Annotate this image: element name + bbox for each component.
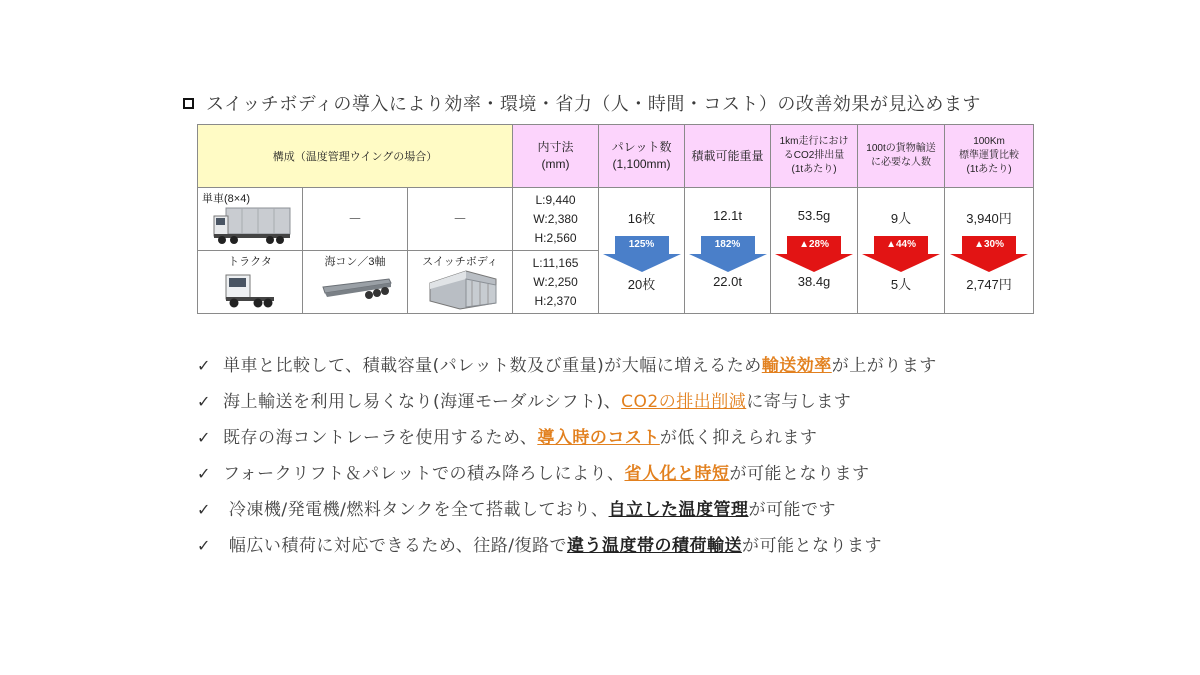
fare-switch: 2,747円: [966, 277, 1012, 292]
bullet-text: 幅広い積荷に対応できるため、往路/復路で: [223, 536, 567, 556]
bullet-text-end: が可能です: [748, 500, 837, 520]
vehicle-container-trailer-label: 海コン／3軸: [324, 256, 386, 268]
list-item: [197, 352, 937, 388]
vehicle-single-truck-label: 単車(8×4): [202, 193, 250, 205]
bullet-text: 冷凍機/発電機/燃料タンクを全て搭載しており、: [223, 500, 609, 520]
increase-arrow-icon: [689, 236, 767, 272]
bullet-highlight: 自立した温度管理: [608, 500, 749, 520]
row1-trailer-empty: [303, 188, 408, 251]
check-icon: ✓: [197, 356, 211, 375]
bullet-highlight: CO2の排出削減: [621, 392, 747, 412]
list-item: [197, 388, 937, 424]
row2-dims: [513, 251, 599, 314]
vehicle-single-truck: [198, 188, 303, 251]
fare-single: 3,940円: [966, 211, 1012, 226]
header-people-line1: 100tの貨物輸送: [866, 143, 936, 154]
header-co2: [771, 125, 858, 188]
list-item: [197, 532, 937, 568]
bullet-text-end: が可能となります: [729, 464, 870, 484]
header-co2-line3: (1tあたり): [791, 164, 837, 175]
bullet-text: 海上輸送を利用し易くなり(海運モーダルシフト)、: [223, 392, 622, 412]
decrease-arrow-icon: [775, 236, 853, 272]
pallet-single: 16枚: [627, 211, 656, 226]
list-item: [197, 460, 937, 496]
bullet-highlight: 省人化と時短: [624, 464, 730, 484]
bullet-highlight: 違う温度帯の積荷輸送: [566, 536, 742, 556]
header-config: 構成（温度管理ウイングの場合）: [198, 125, 513, 188]
decrease-arrow-icon: [950, 236, 1028, 272]
header-co2-line1: 1km走行におけ: [779, 136, 849, 147]
header-people-line2: に必要な人数: [871, 157, 932, 168]
check-icon: ✓: [197, 464, 211, 483]
dim-length: L:9,440: [535, 192, 576, 207]
dim-width: W:2,250: [533, 274, 578, 289]
list-item: [197, 496, 937, 532]
vehicle-tractor-label: トラクタ: [228, 256, 272, 268]
pallet-switch: 20枚: [627, 277, 656, 292]
bullet-highlight: 導入時のコスト: [537, 428, 660, 448]
header-weight: 積載可能重量: [685, 125, 771, 188]
header-fare-line3: (1tあたり): [966, 164, 1012, 175]
dim-height: H:2,560: [534, 230, 577, 245]
header-people: [858, 125, 945, 188]
vehicle-switch-body-label: スイッチボディ: [422, 256, 498, 268]
increase-arrow-icon: [603, 236, 681, 272]
people-cell: [858, 188, 945, 314]
header-inner-dim-line1: 内寸法: [537, 140, 574, 154]
square-bullet-icon: [183, 98, 194, 109]
check-icon: ✓: [197, 500, 211, 519]
co2-switch: 38.4g: [797, 274, 831, 289]
header-pallet-line2: (1,100mm): [612, 157, 671, 171]
benefit-list: [197, 352, 937, 568]
vehicle-tractor: [198, 251, 303, 314]
header-pallet-line1: パレット数: [611, 140, 672, 154]
people-single: 9人: [890, 211, 912, 226]
heading: [183, 89, 981, 117]
people-arrow-label: ▲44%: [886, 239, 916, 250]
weight-single: 12.1t: [713, 208, 742, 223]
row1-dims: [513, 188, 599, 251]
bullet-text: 既存の海コントレーラを使用するため、: [223, 428, 538, 448]
weight-switch: 22.0t: [713, 274, 742, 289]
chassis-trailer-icon: [319, 273, 395, 307]
bullet-text-end: に寄与します: [746, 392, 852, 412]
tractor-icon: [222, 271, 278, 309]
people-switch: 5人: [890, 277, 912, 292]
vehicle-container-trailer: [303, 251, 408, 314]
fare-cell: [945, 188, 1034, 314]
header-fare: [945, 125, 1034, 188]
vehicle-switch-body: [408, 251, 513, 314]
dash-text: －: [453, 211, 468, 227]
co2-arrow-label: ▲28%: [799, 239, 829, 250]
header-pallet: [599, 125, 685, 188]
header-inner-dim: [513, 125, 599, 188]
box-truck-icon: [212, 206, 292, 246]
dash-text: －: [348, 211, 362, 227]
header-co2-line2: るCO2排出量: [783, 150, 845, 161]
header-fare-line1: 100Km: [973, 136, 1005, 147]
pallet-arrow-label: 125%: [628, 239, 655, 250]
decrease-arrow-icon: [862, 236, 940, 272]
check-icon: ✓: [197, 428, 211, 447]
bullet-text: フォークリフト＆パレットでの積み降ろしにより、: [223, 464, 625, 484]
heading-text: スイッチボディの導入により効率・環境・省力（人・時間・コスト）の改善効果が見込めます: [206, 94, 981, 115]
header-fare-line2: 標準運賃比較: [959, 150, 1020, 161]
bullet-text-end: が上がります: [831, 356, 937, 376]
weight-cell: [685, 188, 771, 314]
check-icon: ✓: [197, 392, 211, 411]
bullet-text: 単車と比較して、積載容量(パレット数及び重量)が大幅に増えるため: [223, 356, 762, 376]
fare-arrow-label: ▲30%: [974, 239, 1004, 250]
co2-single: 53.5g: [797, 208, 831, 223]
bullet-text-end: が可能となります: [741, 536, 882, 556]
dim-width: W:2,380: [533, 211, 578, 226]
weight-arrow-label: 182%: [714, 239, 741, 250]
row1-body-empty: [408, 188, 513, 251]
check-icon: ✓: [197, 536, 211, 555]
pallet-cell: [599, 188, 685, 314]
list-item: [197, 424, 937, 460]
switch-body-icon: [426, 267, 500, 311]
bullet-highlight: 輸送効率: [761, 356, 832, 376]
dim-length: L:11,165: [532, 255, 579, 270]
header-inner-dim-line2: (mm): [541, 157, 570, 171]
co2-cell: [771, 188, 858, 314]
bullet-text-end: が低く抑えられます: [659, 428, 818, 448]
comparison-table: [197, 124, 1034, 314]
dim-height: H:2,370: [534, 293, 577, 308]
